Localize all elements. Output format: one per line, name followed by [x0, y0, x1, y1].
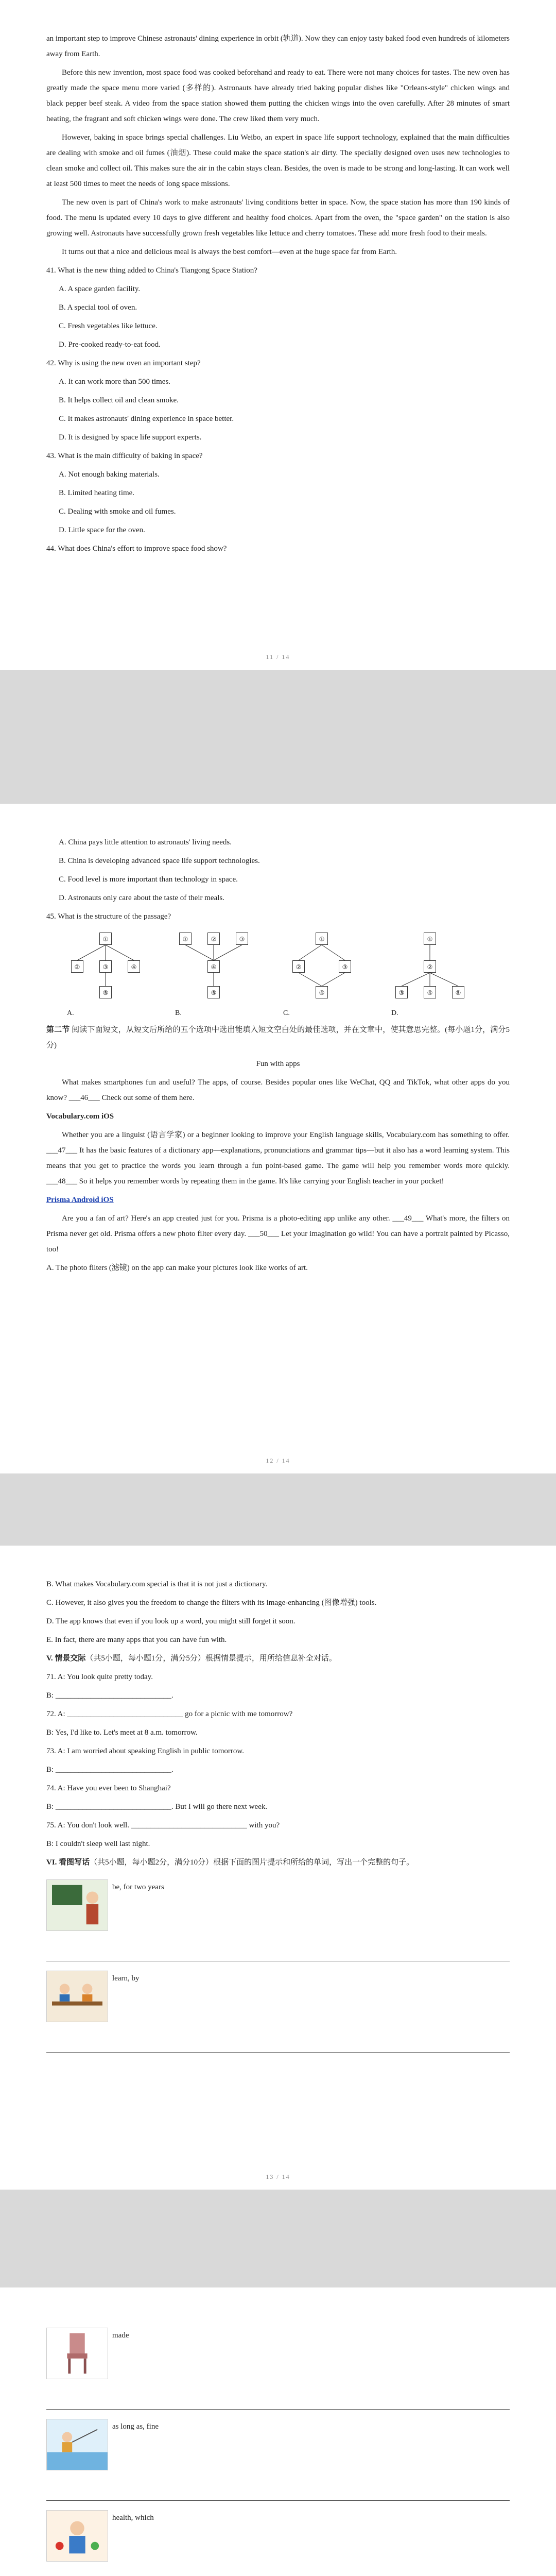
- question-42: 42. Why is using the new oven an important step?: [46, 359, 201, 367]
- option: D. It is designed by space life support experts.: [59, 433, 202, 442]
- passage-paragraph: Before this new invention, most space food was cooked beforehand and ready to eat. There were not many choices for tastes. The new oven has greatly made the space menu more varied (多样的). Astronauts have already tried baking popular dishes like "Orleans-style" chicken wings and black pepper beef steak. A video from the space station showed them putting the chicken wings into the oven carefully. After 28 minutes of smart heating, the fragrant and soft chicken wings were done. The crew liked them very much.: [46, 69, 510, 123]
- answer-line[interactable]: [46, 2392, 510, 2410]
- dialog-line: 74. A: Have you ever been to Shanghai?: [46, 1784, 171, 1792]
- option: C. Fresh vegetables like lettuce.: [59, 322, 158, 330]
- structure-tree-c: ① ② ③ ④ C.: [283, 929, 360, 1007]
- page-3: [0, 1546, 556, 2190]
- answer-line[interactable]: [46, 2483, 510, 2501]
- structure-tree-d: ① ② ③ ④ ⑤ D.: [391, 929, 468, 1007]
- answer-line[interactable]: [46, 1943, 510, 1961]
- word-hint: learn, by: [112, 1974, 140, 1982]
- section-title: 第二节: [46, 1026, 70, 1034]
- app-name: Prisma Android iOS: [46, 1196, 114, 1204]
- dialog-line: B: ______________________________. But I will go there next week.: [46, 1803, 268, 1811]
- option: B. It helps collect oil and clean smoke.: [59, 396, 179, 404]
- option: A. China pays little attention to astronauts' living needs.: [59, 838, 232, 846]
- option: E. In fact, there are many apps that you can have fun with.: [46, 1636, 227, 1644]
- question-45: 45. What is the structure of the passage?: [46, 912, 171, 921]
- answer-line[interactable]: [46, 2574, 510, 2576]
- picture-item-80: [46, 2510, 510, 2562]
- passage-intro: an important step to improve Chinese astronauts' dining experience in orbit (轨道). Now they can enjoy tasty baked food even hundreds of kilometers away from Earth.: [46, 35, 510, 58]
- page-4: [0, 2287, 556, 2576]
- picture-item-79: [46, 2419, 510, 2470]
- dialog-line: 71. A: You look quite pretty today.: [46, 1673, 153, 1681]
- dialog-line: B: ______________________________.: [46, 1766, 173, 1774]
- passage-paragraph: The new oven is part of China's work to make astronauts' living conditions better in space. Now, the space station has more than 190 kinds of food. The menu is updated every 10 days to give different and healthy food choices. Apart from the oven, the "space garden" on the station is also growing well. Astronauts have successfully grown fresh vegetables like lettuce and cherry tomatoes. These add more fresh food to their meals.: [46, 198, 510, 238]
- dialog-line: B: ______________________________.: [46, 1691, 173, 1700]
- page-number: 13 / 14: [266, 2173, 290, 2180]
- students-reading-picture: [46, 1971, 108, 2022]
- picture-item-76: [46, 1879, 510, 1931]
- word-hint: as long as, fine: [112, 2422, 159, 2431]
- option: A. A space garden facility.: [59, 285, 141, 293]
- passage-paragraph: Whether you are a linguist (语言学家) or a beginner looking to improve your English language skills, Vocabulary.com has something to offer. ___47___ It has the basic features of a dictionary app—explanations, pronunciations and grammar tips—but it also has a word learning system. This means that you get to practice the words you learn through a fun point-based game. The game will help you remember words more quickly. ___48___ So it helps you remember words by repeating them in the game. It's like carrying your English teacher in your pocket!: [46, 1131, 510, 1185]
- section-instructions: （共5小题，每小题1分，满分5分）根据情景提示，用所给信息补全对话。: [85, 1654, 337, 1663]
- passage-paragraph: However, baking in space brings special challenges. Liu Weibo, an expert in space life support technology, explained that the main difficulties are dealing with smoke and oil fumes (油烟). These could make the space station's air dirty. The specially designed oven uses new technologies to clean smoke and collect oil. This makes sure the air in the cabin stays clean. Besides, the oven is made to be strong and long-lasting. It can work well at least 500 times to meet the needs of long space missions.: [46, 133, 510, 188]
- option: A. Not enough baking materials.: [59, 470, 160, 479]
- fishing-picture: [46, 2419, 108, 2470]
- section-instructions: （共5小题，每小题2分，满分10分）根据下面的图片提示和所给的单词，写出一个完整的句子。: [90, 1858, 414, 1867]
- dialog-line: 75. A: You don't look well. ______________________________ with you?: [46, 1821, 280, 1829]
- word-hint: be, for two years: [112, 1883, 164, 1891]
- option: C. It makes astronauts' dining experience in space better.: [59, 415, 234, 423]
- option: C. However, it also gives you the freedom to change the filters with its image-enhancing (图像增强) tools.: [46, 1599, 377, 1607]
- word-hint: health, which: [112, 2514, 154, 2522]
- passage-paragraph: Are you a fan of art? Here's an app created just for you. Prisma is a photo-editing app unlike any other. ___49___ What's more, the filters on Prisma never get old. Prisma offers a new photo filter every day. ___50___ Let your imagination go wild! You can have a portrait painted by Picasso, too!: [46, 1214, 510, 1253]
- question-41: 41. What is the new thing added to China's Tiangong Space Station?: [46, 266, 257, 275]
- dialog-line: B: I couldn't sleep well last night.: [46, 1840, 150, 1848]
- dialog-line: B: Yes, I'd like to. Let's meet at 8 a.m. tomorrow.: [46, 1728, 198, 1737]
- dialog-line: 72. A: ______________________________ go for a picnic with me tomorrow?: [46, 1710, 293, 1718]
- option-label: C.: [283, 1009, 290, 1017]
- option: C. Food level is more important than technology in space.: [59, 875, 238, 884]
- option: D. Astronauts only care about the taste of their meals.: [59, 894, 224, 902]
- picture-item-78: [46, 2328, 510, 2379]
- page-number: 12 / 14: [266, 1457, 290, 1464]
- structure-tree-b: ① ② ③ ④ ⑤ B.: [175, 929, 252, 1007]
- page-1: [0, 0, 556, 670]
- option: D. Pre-cooked ready-to-eat food.: [59, 341, 161, 349]
- structure-diagrams: [67, 929, 510, 1017]
- option: A. It can work more than 500 times.: [59, 378, 171, 386]
- structure-tree-a: ① ② ③ ④ ⑤ A.: [67, 929, 144, 1007]
- option: C. Dealing with smoke and oil fumes.: [59, 507, 176, 516]
- option: D. The app knows that even if you look up a word, you might still forget it soon.: [46, 1617, 296, 1625]
- option: B. China is developing advanced space life support technologies.: [59, 857, 260, 865]
- answer-line[interactable]: [46, 2035, 510, 2053]
- word-hint: made: [112, 2331, 129, 2340]
- page-2: [0, 804, 556, 1473]
- app-name: Vocabulary.com iOS: [46, 1112, 114, 1121]
- option: D. Little space for the oven.: [59, 526, 145, 534]
- picture-item-77: [46, 1971, 510, 2022]
- option-label: B.: [175, 1009, 182, 1017]
- chair-picture: [46, 2328, 108, 2379]
- article-title: Fun with apps: [256, 1060, 300, 1068]
- option: B. What makes Vocabulary.com special is that it is not just a dictionary.: [46, 1580, 268, 1588]
- section-title: V. 情景交际: [46, 1654, 86, 1663]
- option: B. A special tool of oven.: [59, 303, 137, 312]
- healthy-food-picture: [46, 2510, 108, 2562]
- section-title: VI. 看图写话: [46, 1858, 90, 1867]
- passage-paragraph: It turns out that a nice and delicious meal is always the best comfort—even at the huge space far from Earth.: [62, 248, 397, 256]
- section-instructions: 阅读下面短文，从短文后所给的五个选项中选出能填入短文空白处的最佳选项，并在文章中，使其意思完整。(每小题1分，满分5分): [46, 1026, 510, 1049]
- option-label: D.: [391, 1009, 398, 1017]
- question-43: 43. What is the main difficulty of baking in space?: [46, 452, 203, 460]
- option: A. The photo filters (滤镜) on the app can make your pictures look like works of art.: [46, 1264, 308, 1272]
- passage-paragraph: What makes smartphones fun and useful? The apps, of course. Besides popular ones like WeChat, QQ and TikTok, what other apps do you know? ___46___ Check out some of them here.: [46, 1078, 510, 1102]
- dialog-line: 73. A: I am worried about speaking English in public tomorrow.: [46, 1747, 244, 1755]
- option: B. Limited heating time.: [59, 489, 135, 497]
- teacher-picture: [46, 1879, 108, 1931]
- page-number: 11 / 14: [266, 653, 290, 660]
- option-label: A.: [67, 1009, 74, 1017]
- question-44: 44. What does China's effort to improve space food show?: [46, 545, 227, 553]
